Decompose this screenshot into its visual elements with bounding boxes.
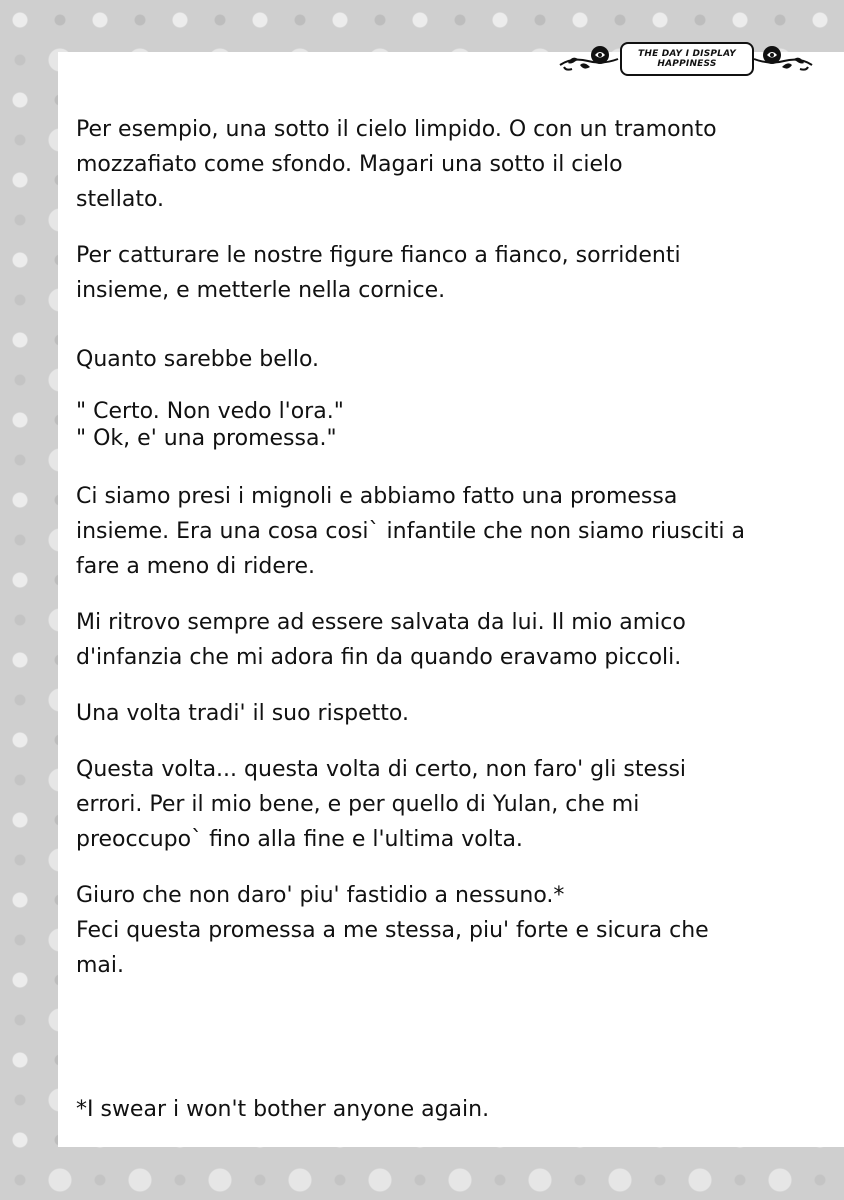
header-title-line1: THE DAY I DISPLAY [638, 49, 736, 59]
text-line: Per esempio, una sotto il cielo limpido. O con un tramonto [76, 117, 717, 142]
text-line: " Certo. Non vedo l'ora." [76, 399, 344, 424]
text-line: Ci siamo presi i mignoli e abbiamo fatto una promessa [76, 484, 678, 509]
paragraph [76, 752, 836, 857]
paragraph [76, 112, 836, 217]
footnote: *I swear i won't bother anyone again. [76, 1097, 490, 1122]
text-line: " Ok, e' una promessa." [76, 426, 337, 451]
paragraph [76, 479, 836, 584]
text-line: Questa volta... questa volta di certo, non faro' gli stessi [76, 757, 687, 782]
text-line: preoccupo` fino alla fine e l'ultima volta. [76, 827, 523, 852]
text-line: stellato. [76, 187, 165, 212]
paragraph [76, 605, 836, 675]
text-line: Giuro che non daro' piu' fastidio a nessuno.* [76, 883, 565, 908]
text-line: mai. [76, 953, 125, 978]
header-title-box [620, 42, 754, 76]
text-line: Feci questa promessa a me stessa, piu' forte e sicura che [76, 918, 709, 943]
chapter-header [558, 40, 814, 76]
text-line: insieme, e metterle nella cornice. [76, 278, 446, 303]
text-line: mozzafiato come sfondo. Magari una sotto il cielo [76, 152, 623, 177]
paragraph [76, 342, 836, 377]
rose-left-icon [558, 43, 620, 73]
paragraph [76, 878, 836, 983]
paragraph [76, 238, 836, 308]
header-title-line2: HAPPINESS [657, 59, 717, 69]
text-line: insieme. Era una cosa cosi` infantile che non siamo riusciti a [76, 519, 745, 544]
text-line: Mi ritrovo sempre ad essere salvata da lui. Il mio amico [76, 610, 686, 635]
text-line: fare a meno di ridere. [76, 554, 315, 579]
story-text [76, 112, 836, 983]
paragraph [76, 398, 836, 452]
text-line: errori. Per il mio bene, e per quello di Yulan, che mi [76, 792, 640, 817]
rose-right-icon [752, 43, 814, 73]
text-line: d'infanzia che mi adora fin da quando eravamo piccoli. [76, 645, 682, 670]
text-line: Una volta tradi' il suo rispetto. [76, 701, 409, 726]
text-line: Per catturare le nostre figure fianco a fianco, sorridenti [76, 243, 681, 268]
paragraph [76, 696, 836, 731]
text-line: Quanto sarebbe bello. [76, 347, 320, 372]
